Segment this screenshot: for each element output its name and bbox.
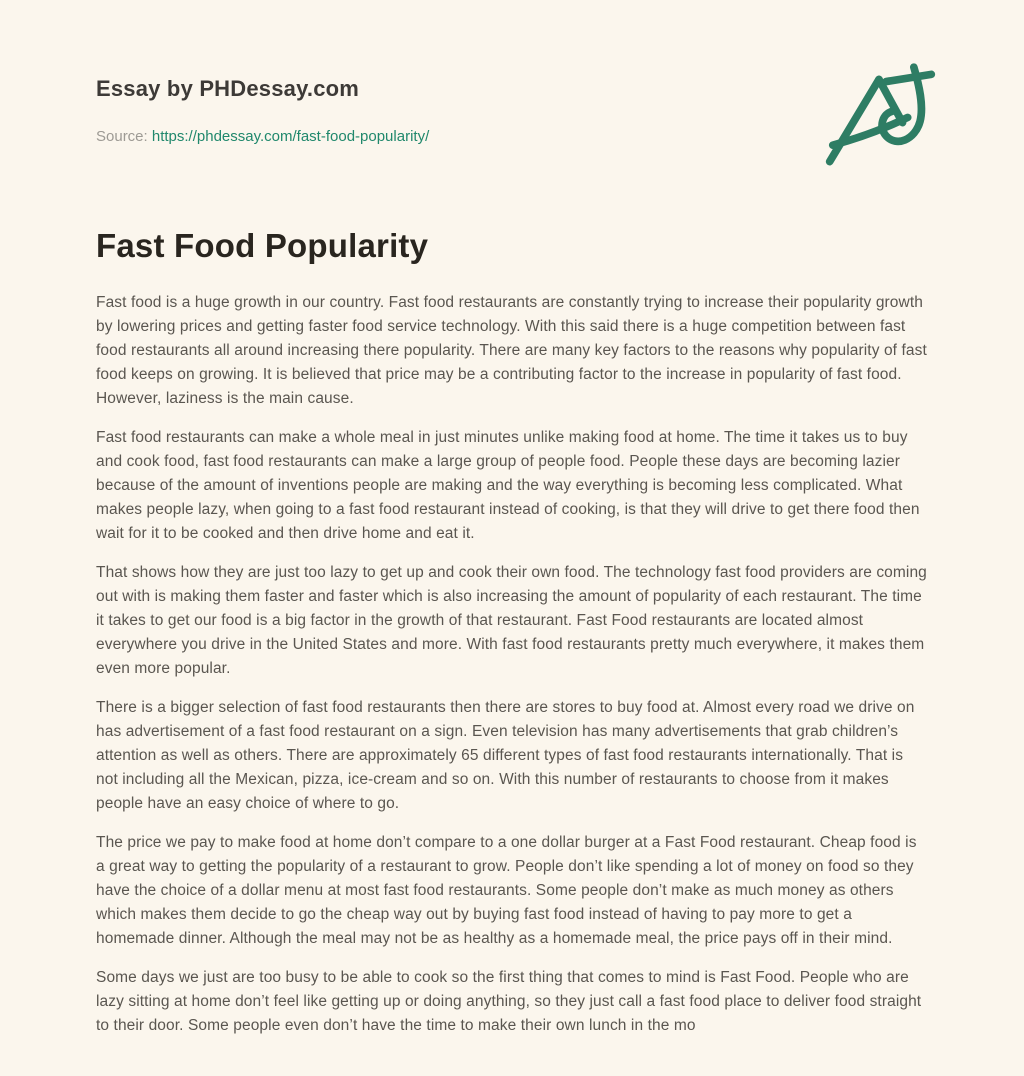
source-line (96, 128, 928, 145)
source-link[interactable]: https://phdessay.com/fast-food-popularity/ (151, 128, 430, 145)
source-label: Source: (96, 128, 148, 145)
essay-paragraph: Some days we just are too busy to be able to cook so the first thing that comes to mind is Fast Food. People who are lazy sitting at home don’t feel like getting up or doing anything, so they just call a fast food place to deliver food straight to their door. Some people even don’t have the time to make their own lunch in the mo (96, 969, 922, 1034)
essay-byline: Essay by PHDessay.com (96, 76, 360, 101)
essay-paragraph: The price we pay to make food at home don’t compare to a one dollar burger at a Fast Food restaurant. Cheap food is a great way to getting the popularity of a restaurant to grow. People don’t like spending a lot of money on food so they have the choice of a dollar menu at most fast food restaurants. Some people don’t make as much money as others which makes them decide to go the cheap way out by buying fast food instead of having to pay more to get a homemade dinner. Although the meal may not be as healthy as a homemade meal, the price pays off in their mind. (96, 834, 917, 947)
essay-paragraph: There is a bigger selection of fast food restaurants then there are stores to buy food at. Almost every road we drive on has advertisement of a fast food restaurant on a sign. Even television has many advertisements that grab children’s attention as well as others. There are approximately 65 different types of fast food restaurants internationally. That is not including all the Mexican, pizza, ice-cream and so on. With this number of restaurants to choose from it makes people have an easy choice of where to go. (96, 699, 915, 812)
essay-paragraph: Fast food restaurants can make a whole meal in just minutes unlike making food at home. The time it takes us to buy and cook food, fast food restaurants can make a large group of people food. People these days are becoming lazier because of the amount of inventions people are making and the way everything is becoming less complicated. What makes people lazy, when going to a fast food restaurant instead of cooking, is that they will drive to get there food then wait for it to be cooked and then drive home and eat it. (96, 429, 920, 542)
a-plus-logo-icon (822, 60, 940, 178)
essay-body (96, 291, 928, 1038)
essay-paragraph: That shows how they are just too lazy to get up and cook their own food. The technology fast food providers are coming out with is making them faster and faster which is also increasing the amount of popularity of each restaurant. The time it takes to get our food is a big factor in the growth of that restaurant. Fast Food restaurants are located almost everywhere you drive in the United States and more. With fast food restaurants pretty much everywhere, it makes them even more popular. (96, 564, 927, 677)
page-title: Fast Food Popularity (96, 227, 429, 264)
page-header (96, 76, 928, 145)
essay-paragraph: Fast food is a huge growth in our country. Fast food restaurants are constantly trying to increase their popularity growth by lowering prices and getting faster food service technology. With this said there is a huge competition between fast food restaurants all around increasing there popularity. There are many key factors to the reasons why popularity of fast food keeps on growing. It is believed that price may be a contributing factor to the increase in popularity of fast food. However, laziness is the main cause. (96, 294, 927, 407)
